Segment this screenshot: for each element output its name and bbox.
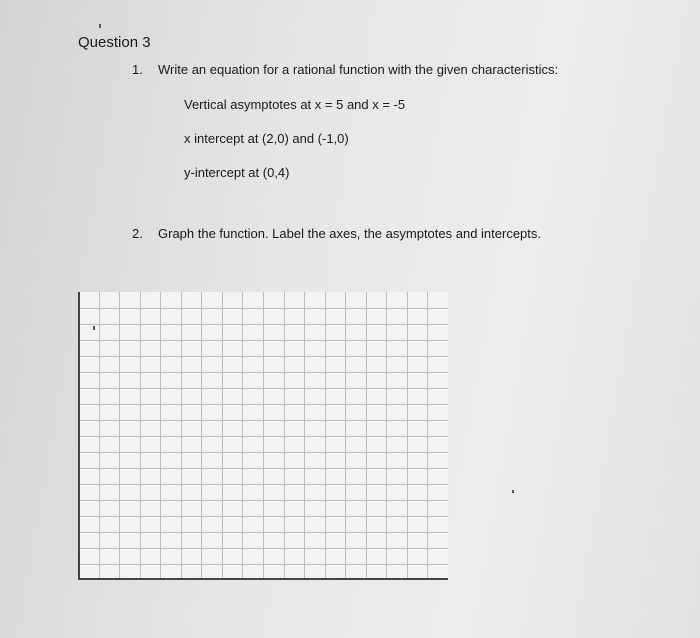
item-1-number: 1. bbox=[132, 62, 143, 77]
stray-mark bbox=[99, 24, 101, 28]
stray-mark bbox=[512, 490, 514, 493]
stray-mark bbox=[93, 326, 95, 330]
detail-vertical-asymptotes: Vertical asymptotes at x = 5 and x = -5 bbox=[184, 97, 406, 112]
graph-paper[interactable] bbox=[78, 292, 448, 580]
detail-y-intercept: y-intercept at (0,4) bbox=[184, 165, 290, 180]
item-2-number: 2. bbox=[132, 226, 143, 241]
graph-grid bbox=[78, 292, 448, 580]
detail-x-intercepts: x intercept at (2,0) and (-1,0) bbox=[184, 131, 349, 146]
item-2-text: Graph the function. Label the axes, the asymptotes and intercepts. bbox=[158, 226, 542, 241]
item-1-text: Write an equation for a rational function with the given characteristics: bbox=[158, 62, 559, 77]
question-title: Question 3 bbox=[78, 34, 151, 51]
